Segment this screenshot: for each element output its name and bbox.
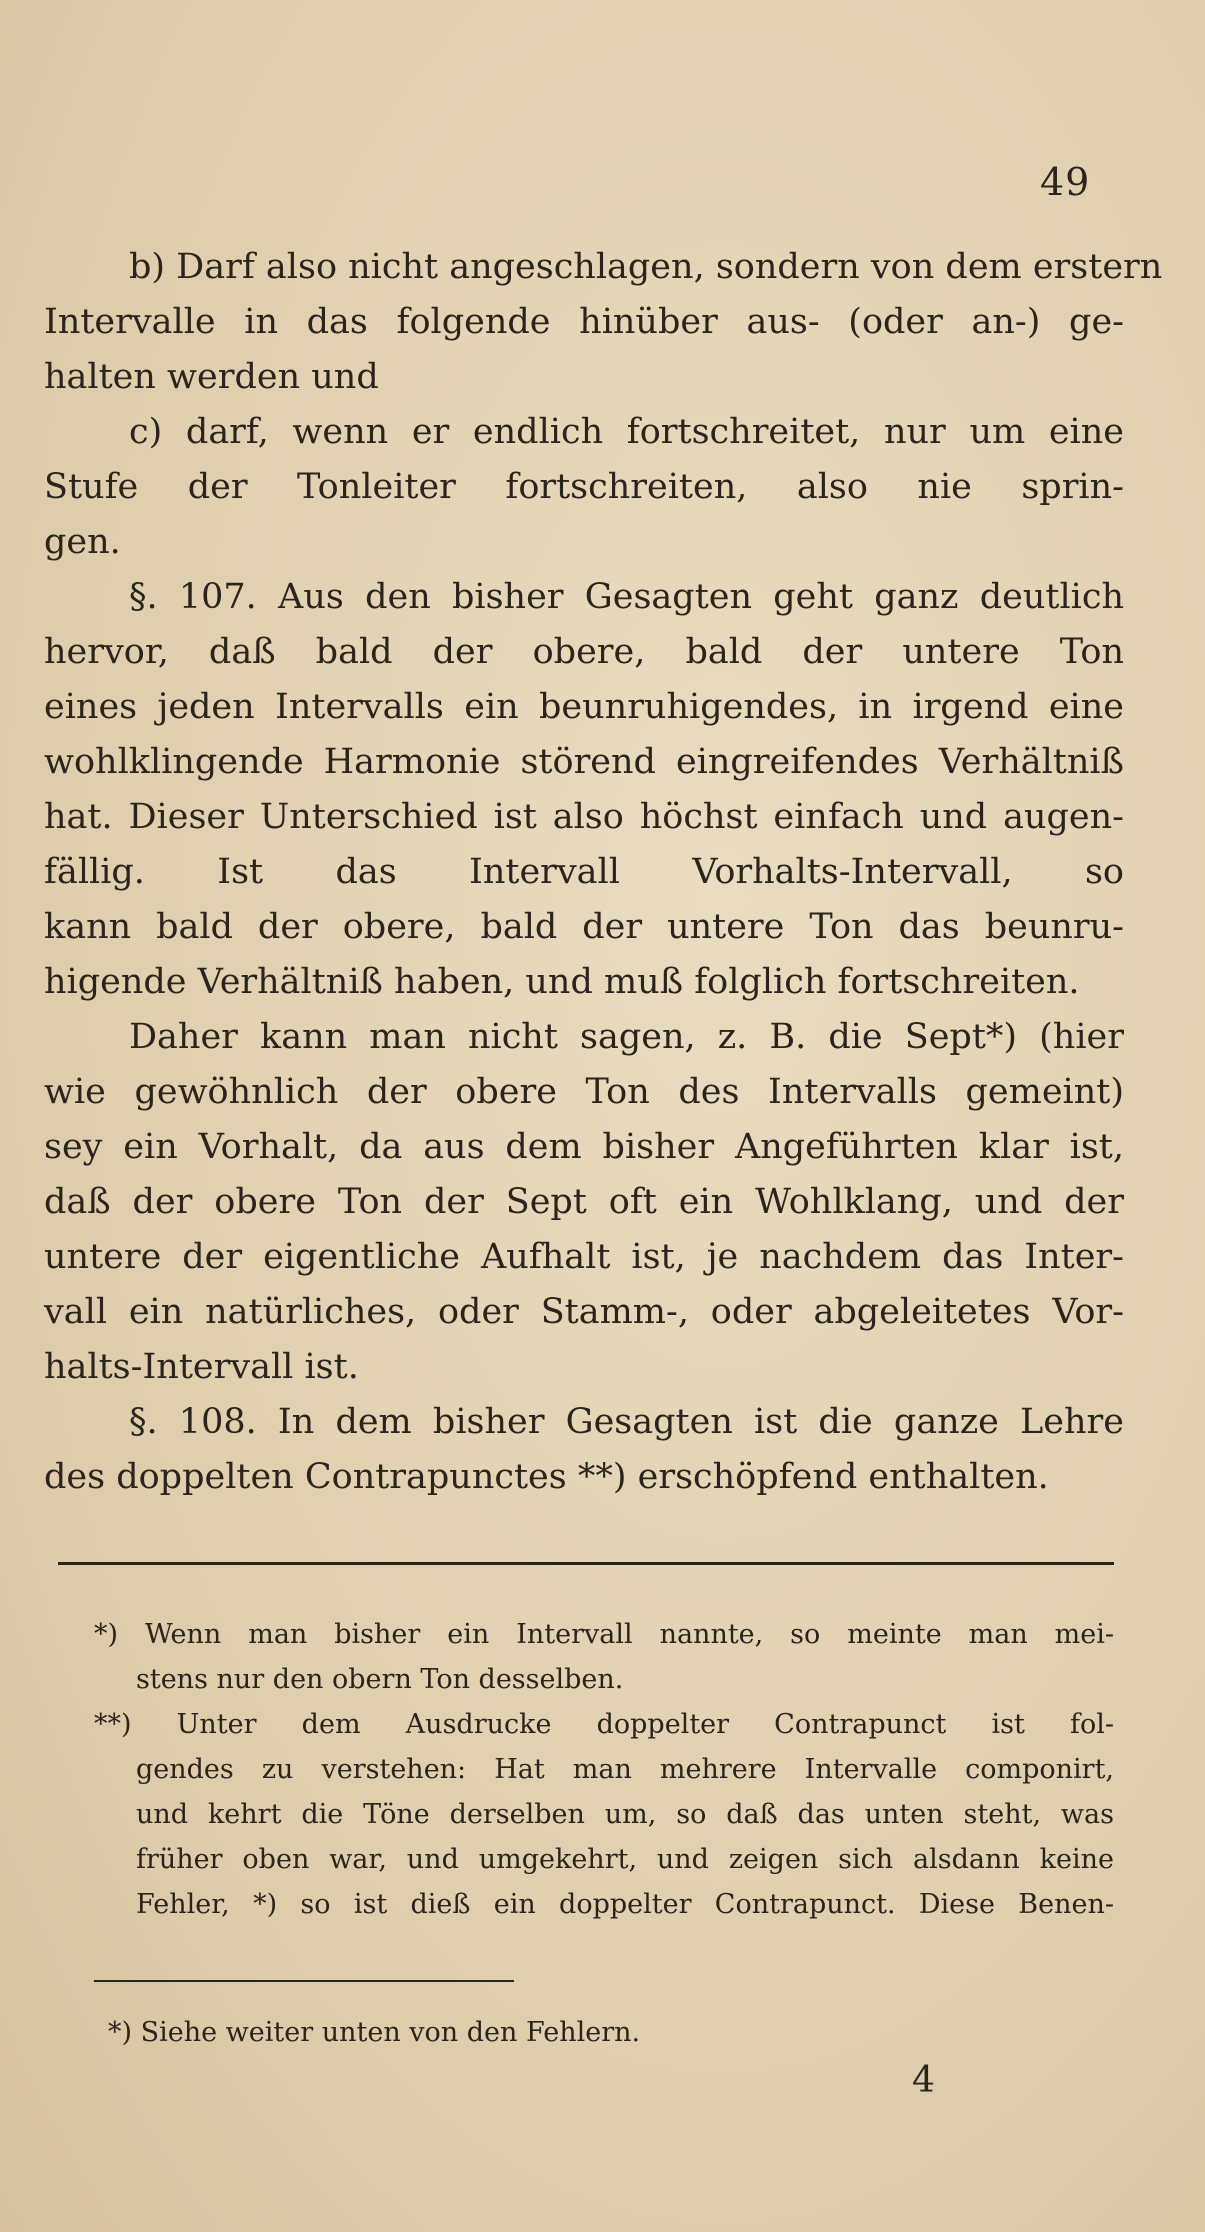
subfootnote: *) Siehe weiter unten von den Fehlern. (108, 2017, 641, 2048)
text-line: sey ein Vorhalt, da aus dem bisher Angeführten klar ist, (44, 1127, 1124, 1167)
text-line: Stufe der Tonleiter fortschreiten, also nie sprin- (44, 467, 1124, 507)
text-line: fällig. Ist das Intervall Vorhalts-Intervall, so (44, 852, 1124, 892)
text-line: hat. Dieser Unterschied ist also höchst einfach und augen- (44, 797, 1124, 837)
text-line: eines jeden Intervalls ein beunruhigendes, in irgend eine (44, 687, 1124, 727)
text-line: Daher kann man nicht sagen, z. B. die Sept*) (hier (129, 1017, 1124, 1057)
page-number: 49 (1040, 160, 1091, 204)
footnote-line: Fehler, *) so ist dieß ein doppelter Contrapunct. Diese Benen- (136, 1889, 1114, 1920)
footnotes (94, 1612, 1114, 1927)
signature-mark: 4 (912, 2060, 935, 2101)
text-line: des doppelten Contrapunctes **) erschöpfend enthalten. (44, 1457, 1049, 1497)
footnote-line: früher oben war, und umgekehrt, und zeigen sich alsdann keine (136, 1844, 1114, 1875)
subfootnote-separator (94, 1980, 514, 1982)
text-line: higende Verhältniß haben, und muß folglich fortschreiten. (44, 962, 1080, 1002)
text-line: halts-Intervall ist. (44, 1347, 359, 1387)
section-107-start: §. 107. Aus den bisher Gesagten geht ganz deutlich (129, 577, 1124, 617)
footnote-separator (58, 1562, 1114, 1565)
footnote-line: gendes zu verstehen: Hat man mehrere Intervalle componirt, (136, 1754, 1114, 1785)
text-line: daß der obere Ton der Sept oft ein Wohlklang, und der (44, 1182, 1124, 1222)
text-line: wie gewöhnlich der obere Ton des Intervalls gemeint) (44, 1072, 1124, 1112)
text-line: c) darf, wenn er endlich fortschreitet, nur um eine (129, 412, 1124, 452)
body-text (44, 240, 1163, 1505)
footnote-line: *) Wenn man bisher ein Intervall nannte, so meinte man mei- (94, 1619, 1114, 1650)
text-line: halten werden und (44, 357, 379, 397)
text-line: gen. (44, 522, 121, 562)
footnote-line: stens nur den obern Ton desselben. (136, 1664, 624, 1695)
section-108-start: §. 108. In dem bisher Gesagten ist die ganze Lehre (129, 1402, 1124, 1442)
text-line: wohlklingende Harmonie störend eingreifendes Verhältniß (44, 742, 1124, 782)
footnote-line: **) Unter dem Ausdrucke doppelter Contrapunct ist fol- (94, 1709, 1114, 1740)
text-line: untere der eigentliche Aufhalt ist, je nachdem das Inter- (44, 1237, 1124, 1277)
text-line: vall ein natürliches, oder Stamm-, oder abgeleitetes Vor- (44, 1292, 1124, 1332)
text-line: hervor, daß bald der obere, bald der untere Ton (44, 632, 1124, 672)
text-line: b) Darf also nicht angeschlagen, sondern von dem erstern (129, 247, 1163, 287)
text-line: kann bald der obere, bald der untere Ton das beunru- (44, 907, 1124, 947)
text-line: Intervalle in das folgende hinüber aus- (oder an-) ge- (44, 302, 1124, 342)
footnote-line: und kehrt die Töne derselben um, so daß das unten steht, was (136, 1799, 1114, 1830)
